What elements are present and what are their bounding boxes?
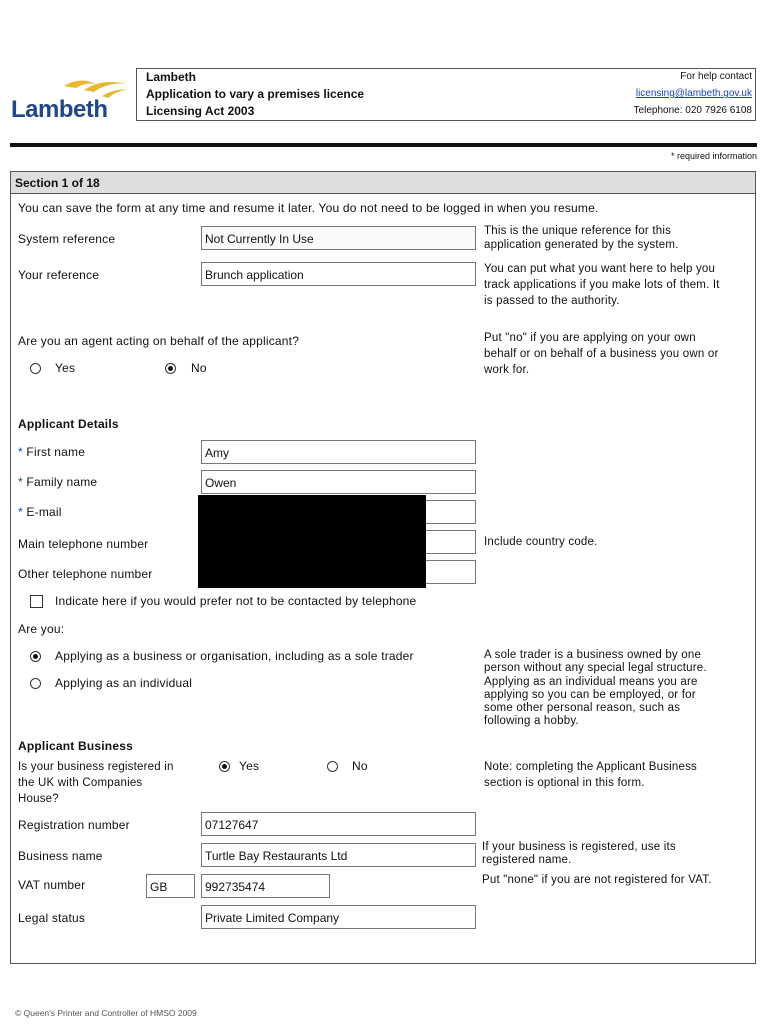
vat-prefix-input[interactable]: GB (146, 874, 195, 898)
required-star: * (18, 445, 23, 459)
divider (10, 143, 757, 147)
agent-question: Are you an agent acting on behalf of the applicant? (18, 334, 300, 348)
are-you-label: Are you: (18, 622, 65, 636)
are-you-help: A sole trader is a business owned by one person without any special legal structure. Applying as an individual means you are applying so you can be employed, or for some other personal reason, such as following a hobby. (484, 649, 707, 728)
logo-text: Lambeth (11, 96, 108, 123)
first-name-input[interactable]: Amy (201, 440, 476, 464)
agent-yes-label: Yes (55, 361, 76, 375)
no-phone-contact-checkbox[interactable] (30, 595, 43, 608)
individual-radio[interactable] (30, 678, 41, 689)
agent-help: Put "no" if you are applying on your own behalf or on behalf of a business you own or work for. (484, 332, 719, 376)
registered-yes-radio[interactable] (219, 761, 230, 772)
redaction-block (198, 495, 426, 588)
applicant-details-heading: Applicant Details (18, 417, 119, 431)
help-label: For help contact (680, 71, 752, 82)
agent-no-label: No (191, 361, 207, 375)
act-name: Licensing Act 2003 (146, 104, 255, 118)
required-star: * (18, 505, 23, 519)
your-reference-label: Your reference (18, 268, 100, 282)
business-option-label: Applying as a business or organisation, including as a sole trader (55, 649, 414, 663)
system-reference-field: Not Currently In Use (201, 226, 476, 250)
main-phone-label: Main telephone number (18, 537, 149, 551)
vat-help: Put "none" if you are not registered for VAT. (482, 874, 712, 886)
required-note: * required information (670, 151, 757, 161)
registered-yes-label: Yes (239, 759, 260, 773)
family-name-label: * Family name (18, 475, 98, 489)
registration-number-input[interactable]: 07127647 (201, 812, 476, 836)
required-star: * (18, 475, 23, 489)
registered-no-radio[interactable] (327, 761, 338, 772)
system-reference-label: System reference (18, 232, 116, 246)
business-optional-note: Note: completing the Applicant Business section is optional in this form. (484, 761, 698, 789)
agent-no-radio[interactable] (165, 363, 176, 374)
no-phone-contact-label: Indicate here if you would prefer not to be contacted by telephone (55, 594, 417, 608)
copyright-footer: © Queen's Printer and Controller of HMSO 2009 (15, 1008, 197, 1018)
registration-help: If your business is registered, use its registered name. (482, 841, 676, 866)
section-title: Section 1 of 18 (15, 176, 100, 190)
business-name-input[interactable]: Turtle Bay Restaurants Ltd (201, 843, 476, 867)
agent-yes-radio[interactable] (30, 363, 41, 374)
registered-no-label: No (352, 759, 368, 773)
email-label: * E-mail (18, 505, 62, 519)
vat-number-label: VAT number (18, 878, 86, 892)
system-reference-help: This is the unique reference for this application generated by the system. (484, 225, 679, 251)
org-name: Lambeth (146, 70, 197, 84)
legal-status-label: Legal status (18, 911, 86, 925)
other-phone-label: Other telephone number (18, 567, 153, 581)
registration-number-label: Registration number (18, 818, 130, 832)
form-title: Application to vary a premises licence (146, 87, 365, 101)
business-name-label: Business name (18, 849, 103, 863)
legal-status-input[interactable]: Private Limited Company (201, 905, 476, 929)
your-reference-help: You can put what you want here to help you track applications if you make lots of them. It is passed to the authority. (484, 263, 720, 307)
first-name-label: * First name (18, 445, 86, 459)
help-phone: Telephone: 020 7926 6108 (633, 105, 752, 116)
vat-number-input[interactable]: 992735474 (201, 874, 330, 898)
main-phone-help: Include country code. (484, 536, 598, 548)
help-email-link[interactable]: licensing@lambeth.gov.uk (635, 88, 752, 99)
your-reference-input[interactable]: Brunch application (201, 262, 476, 286)
individual-option-label: Applying as an individual (55, 676, 193, 690)
section-header (11, 172, 755, 194)
section-intro: You can save the form at any time and resume it later. You do not need to be logged in when you resume. (18, 201, 599, 215)
registered-question: Is your business registered in the UK with Companies House? (18, 761, 174, 805)
family-name-input[interactable]: Owen (201, 470, 476, 494)
business-radio[interactable] (30, 651, 41, 662)
applicant-business-heading: Applicant Business (18, 739, 133, 753)
